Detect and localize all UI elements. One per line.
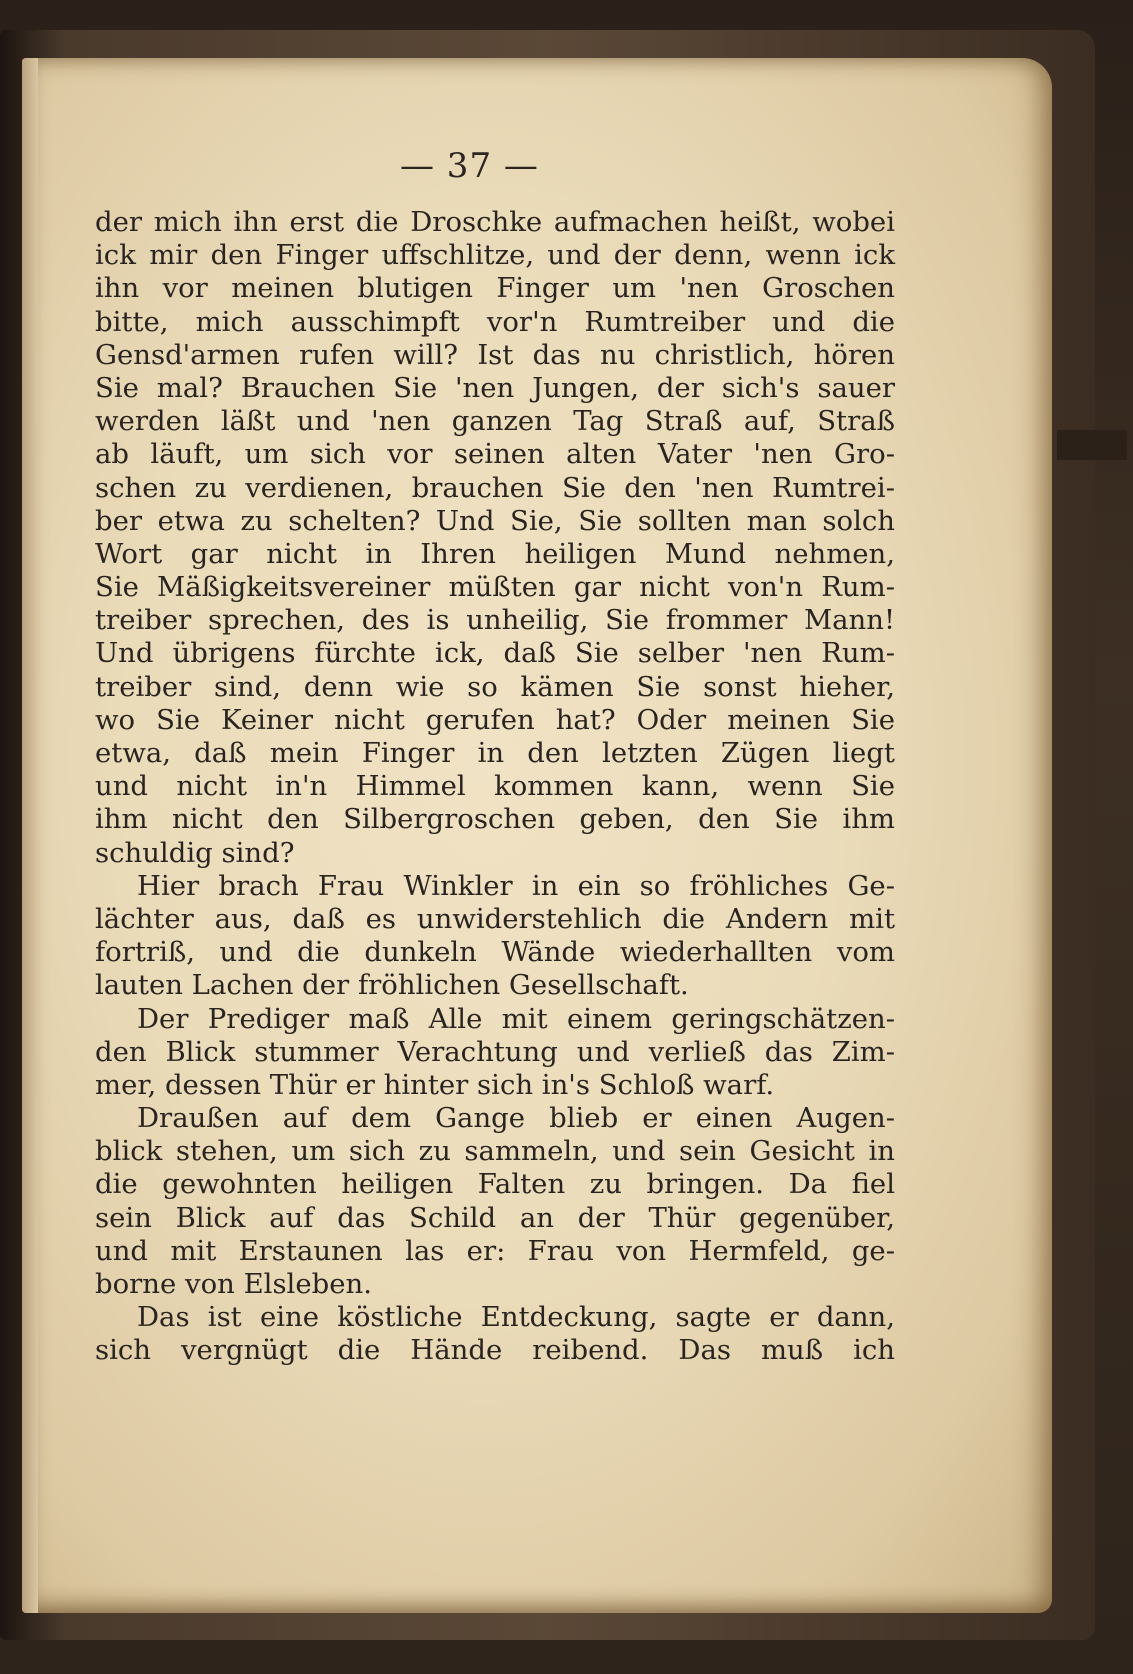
- text-line: der mich ihn erst die Droschke aufmachen heißt, wobei: [95, 206, 895, 238]
- text-line: mer, dessen Thür er hinter sich in's Schloß warf.: [95, 1068, 775, 1101]
- text-line: schuldig sind?: [95, 836, 295, 869]
- text-line: bitte, mich ausschimpft vor'n Rumtreiber und die: [95, 305, 895, 338]
- text-line: Wort gar nicht in Ihren heiligen Mund nehmen,: [95, 537, 895, 570]
- text-line: lächter aus, daß es unwiderstehlich die Andern mit: [95, 902, 895, 935]
- text-line: den Blick stummer Verachtung und verließ das Zim-: [95, 1035, 895, 1068]
- text-line: wo Sie Keiner nicht gerufen hat? Oder meinen Sie: [95, 703, 895, 736]
- text-line: sein Blick auf das Schild an der Thür gegenüber,: [95, 1201, 895, 1234]
- text-line: Das ist eine köstliche Entdeckung, sagte er dann,: [137, 1301, 895, 1334]
- page-body-text: [95, 206, 895, 1368]
- text-line: schen zu verdienen, brauchen Sie den 'nen Rumtrei-: [95, 471, 895, 504]
- text-line: blick stehen, um sich zu sammeln, und sein Gesicht in: [95, 1135, 895, 1168]
- text-line: ab läuft, um sich vor seinen alten Vater 'nen Gro-: [95, 438, 895, 471]
- text-line: und nicht in'n Himmel kommen kann, wenn Sie: [95, 770, 895, 803]
- page-gutter: [22, 58, 38, 1613]
- text-line: Sie Mäßigkeitsvereiner müßten gar nicht von'n Rum-: [95, 571, 895, 604]
- text-line: ber etwa zu schelten? Und Sie, Sie sollten man solch: [95, 504, 895, 537]
- text-line: Und übrigens fürchte ick, daß Sie selber 'nen Rum-: [95, 637, 895, 670]
- text-line: ick mir den Finger uffschlitze, und der denn, wenn ick: [95, 239, 895, 272]
- text-line: Gensd'armen rufen will? Ist das nu christlich, hören: [95, 338, 895, 371]
- text-line: lauten Lachen der fröhlichen Gesellschaft.: [95, 969, 689, 1002]
- text-line: Draußen auf dem Gange blieb er einen Augen-: [137, 1102, 895, 1135]
- text-line: fortriß, und die dunkeln Wände wiederhallten vom: [95, 936, 895, 969]
- text-line: Hier brach Frau Winkler in ein so fröhliches Ge-: [137, 869, 895, 902]
- text-line: die gewohnten heiligen Falten zu bringen. Da fiel: [95, 1168, 895, 1201]
- text-line: werden läßt und 'nen ganzen Tag Straß auf, Straß: [95, 405, 895, 438]
- text-line: ihm nicht den Silbergroschen geben, den Sie ihm: [95, 803, 895, 836]
- cover-edge: [1057, 430, 1127, 460]
- text-line: sich vergnügt die Hände reibend. Das muß ich: [95, 1334, 895, 1367]
- book-page: [22, 58, 1052, 1613]
- text-line: treiber sprechen, des is unheilig, Sie frommer Mann!: [95, 604, 895, 637]
- text-line: Der Prediger maß Alle mit einem geringschätzen-: [137, 1002, 895, 1035]
- text-line: ihn vor meinen blutigen Finger um 'nen Groschen: [95, 272, 895, 305]
- text-line: borne von Elsleben.: [95, 1268, 372, 1300]
- text-line: und mit Erstaunen las er: Frau von Hermfeld, ge-: [95, 1234, 895, 1267]
- text-line: treiber sind, denn wie so kämen Sie sonst hieher,: [95, 670, 895, 703]
- text-line: Sie mal? Brauchen Sie 'nen Jungen, der sich's sauer: [95, 371, 895, 404]
- page-number: — 37 —: [400, 146, 539, 186]
- text-line: etwa, daß mein Finger in den letzten Zügen liegt: [95, 737, 895, 769]
